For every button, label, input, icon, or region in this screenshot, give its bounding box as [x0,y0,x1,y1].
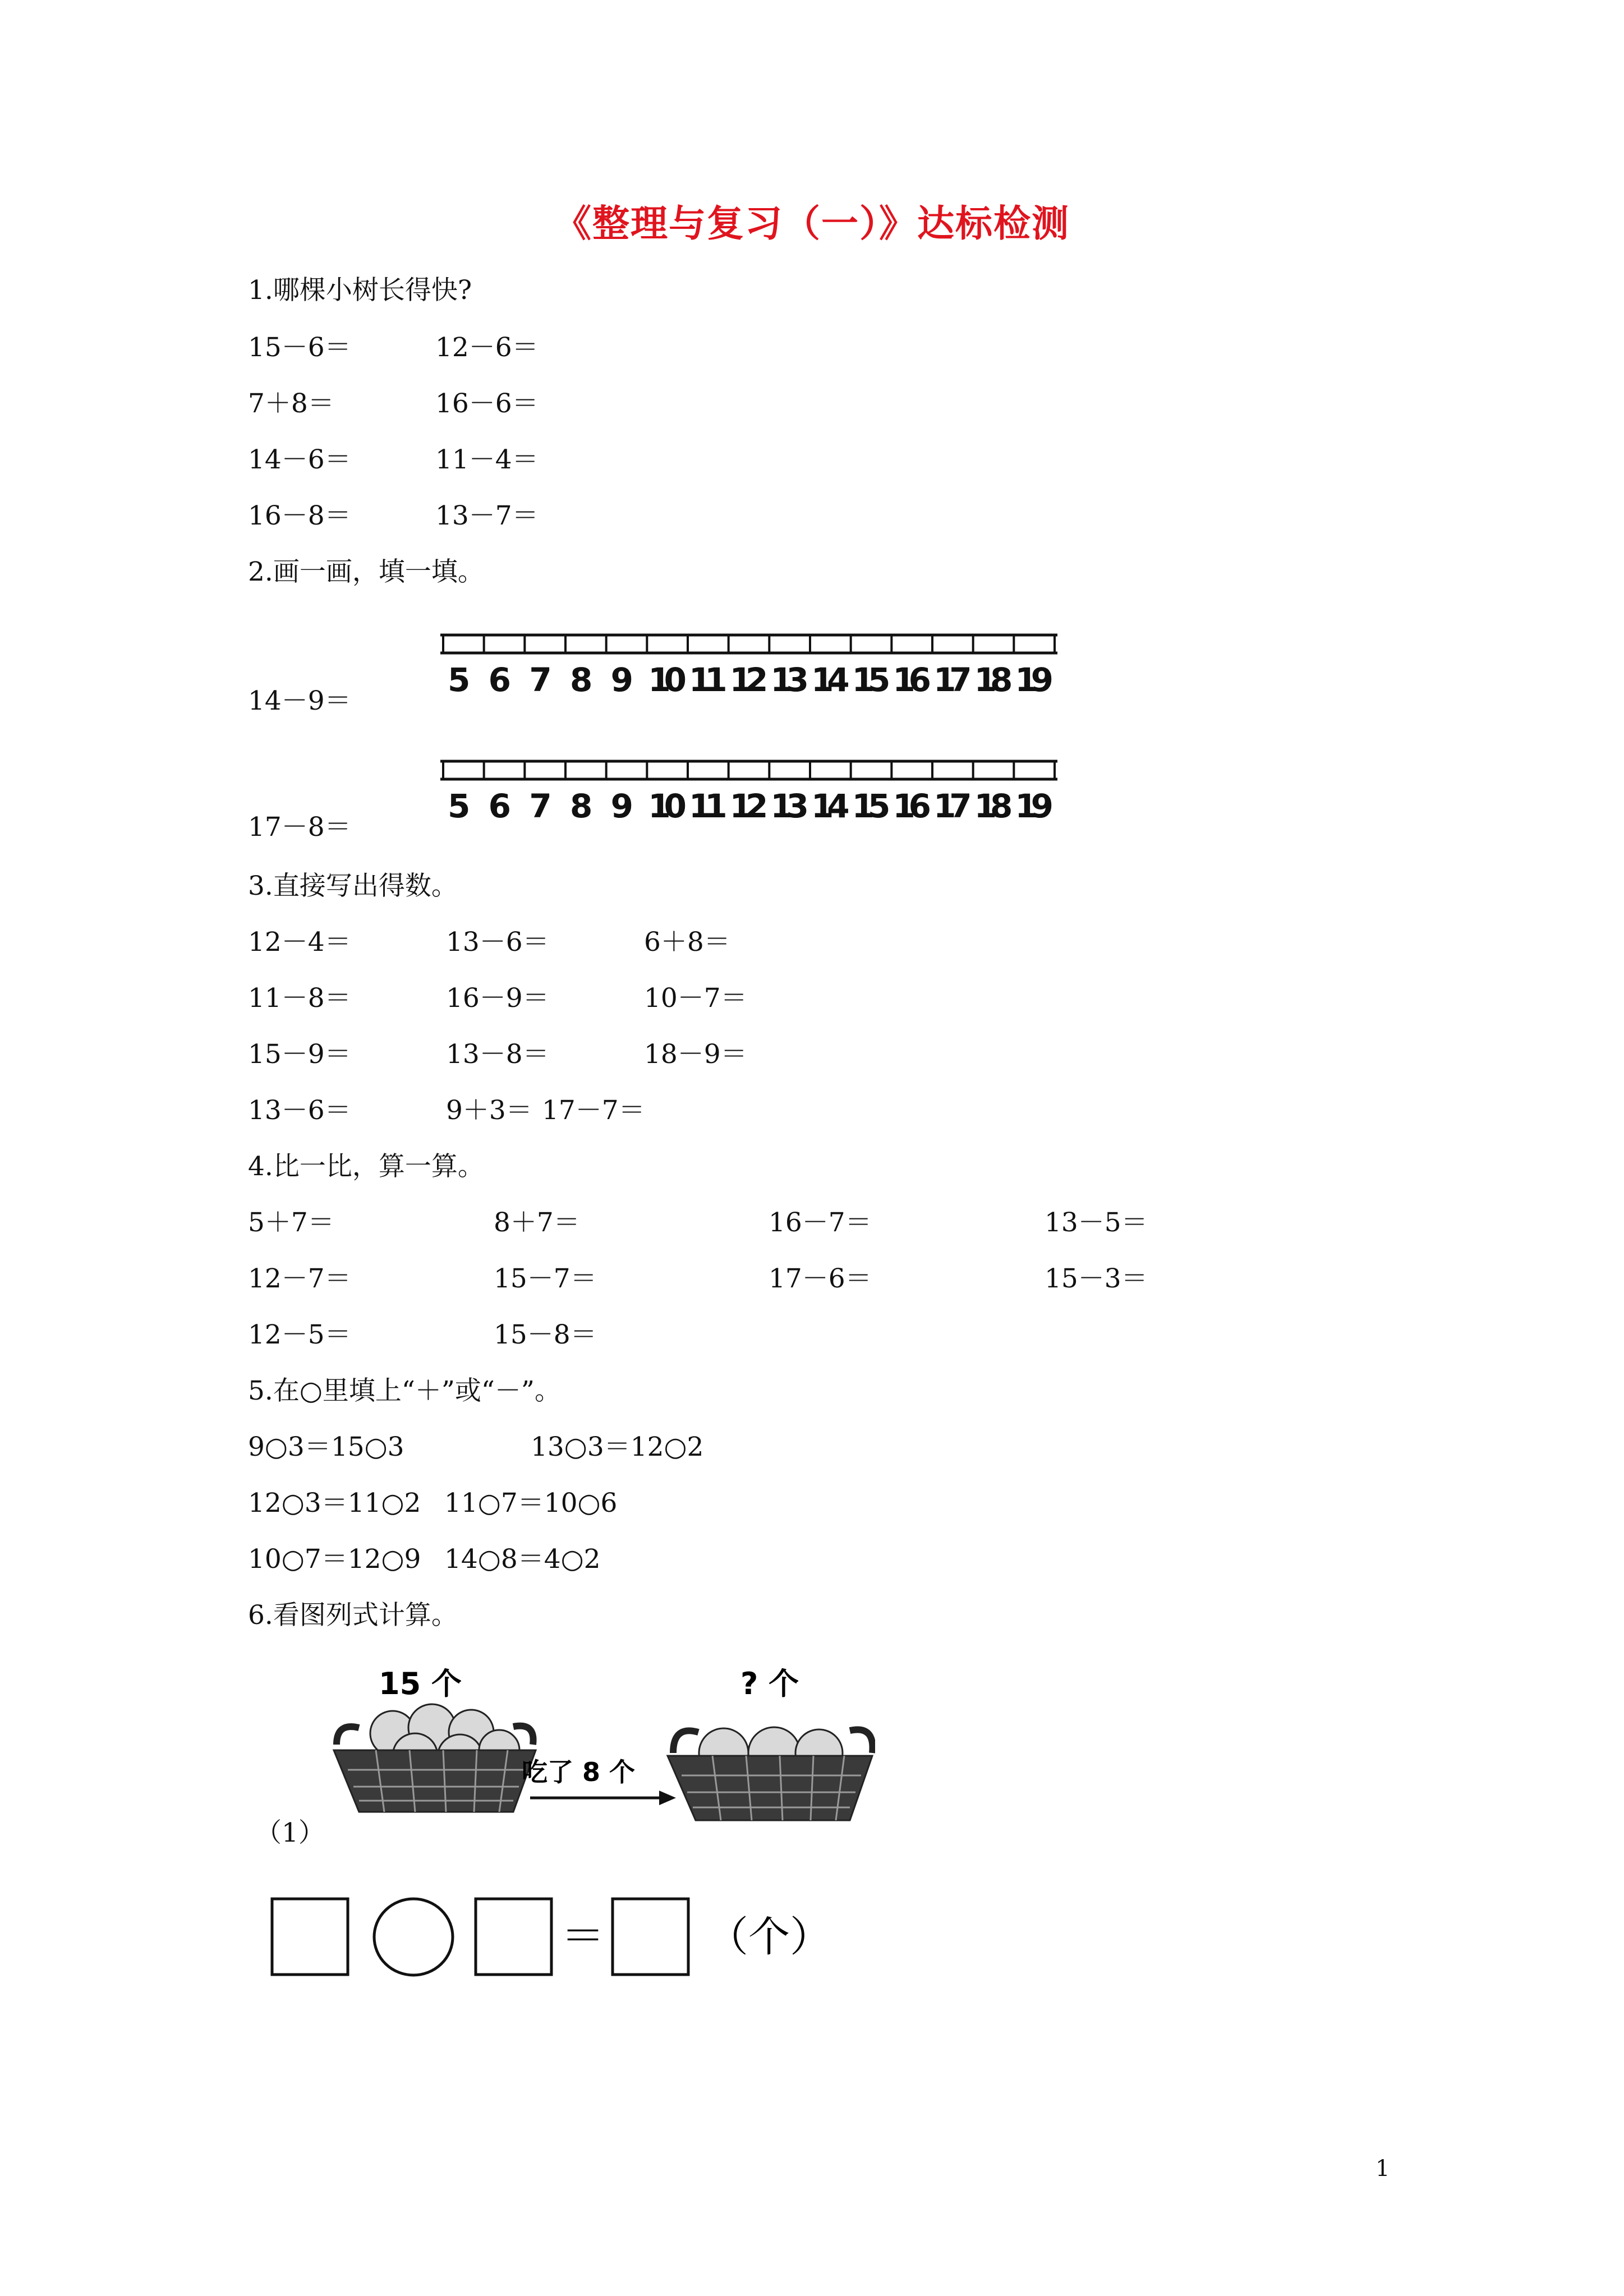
q5-expr: 9○3＝15○3 [248,1432,404,1462]
ruler-number-label: 13 [770,661,809,699]
q1-expr: 15－6＝ [248,332,351,363]
q3-expr: 13－6＝ [446,927,549,958]
right-basket-label: ? 个 [740,1666,799,1701]
ruler-number-label: 11 [689,787,728,825]
q5-expr: 14○8＝4○2 [444,1544,601,1575]
q3-expr: 9＋3＝ [446,1095,532,1126]
ruler-number-label: 5 [448,787,471,825]
q1-expr: 11－4＝ [435,444,539,475]
ruler-number-label: 14 [811,661,850,699]
ruler-number-label: 11 [689,661,728,699]
ruler-number-label: 18 [974,787,1013,825]
ruler-number-label: 19 [1015,787,1053,825]
q4-expr: 17－6＝ [769,1263,872,1294]
apple-baskets-illustration [314,1660,875,1862]
q4-expr: 12－7＝ [248,1263,351,1294]
q1-expr: 7＋8＝ [248,388,334,419]
left-basket-label: 15 个 [379,1666,462,1701]
right-basket-icon [668,1727,873,1820]
q1-expr: 13－7＝ [435,500,539,531]
ruler-number-label: 9 [610,661,634,699]
q5-expr: 12○3＝11○2 [248,1488,421,1519]
q3-expr: 16－9＝ [446,983,549,1014]
ruler-number-label: 8 [570,787,593,825]
ruler-number-label: 16 [892,787,931,825]
q5-expr: 13○3＝12○2 [531,1432,704,1462]
q1-heading: 1.哪棵小树长得快? [248,275,472,306]
ruler-number-label: 9 [610,787,634,825]
q5-heading: 5.在○里填上“＋”或“－”。 [248,1375,561,1406]
answer-box-2[interactable] [476,1899,551,1975]
ruler-number-label: 7 [529,661,552,699]
ruler-number-label: 14 [811,787,850,825]
q3-heading: 3.直接写出得数。 [248,871,458,901]
ruler-number-label: 17 [933,787,972,825]
number-line-1 [438,628,1060,707]
ruler-number-label: 12 [729,661,769,699]
page-number: 1 [1375,2156,1390,2182]
ruler-number-label: 6 [488,661,512,699]
q2-heading: 2.画一画，填一填。 [248,556,484,587]
equals-sign: ＝ [561,1911,605,1962]
q3-expr: 13－6＝ [248,1095,351,1126]
q3-expr: 12－4＝ [248,927,351,958]
ruler-number-label: 10 [648,787,687,825]
q3-expr: 10－7＝ [644,983,747,1014]
answer-box-3[interactable] [613,1899,688,1975]
ruler-number-label: 19 [1015,661,1053,699]
answer-template [269,1896,898,1980]
q5-expr: 11○7＝10○6 [444,1488,618,1519]
q3-expr: 11－8＝ [248,983,351,1014]
q3-expr: 18－9＝ [644,1039,747,1070]
q3-expr: 15－9＝ [248,1039,351,1070]
q4-expr: 13－5＝ [1045,1207,1148,1238]
ruler-number-label: 10 [648,661,687,699]
q4-expr: 12－5＝ [248,1319,351,1350]
q1-expr: 12－6＝ [435,332,539,363]
ruler-number-label: 8 [570,661,593,699]
q5-expr: 10○7＝12○9 [248,1544,421,1575]
q4-heading: 4.比一比，算一算。 [248,1151,484,1182]
arrow-head-icon [659,1791,676,1805]
q2-expr: 14－9＝ [248,685,351,716]
number-line-2 [438,754,1060,833]
q4-expr: 8＋7＝ [494,1207,580,1238]
q6-sub-label: （1） [255,1818,325,1848]
q4-expr: 5＋7＝ [248,1207,334,1238]
operator-circle[interactable] [374,1899,453,1975]
q3-expr: 6＋8＝ [644,927,730,958]
q1-expr: 16－6＝ [435,388,539,419]
ruler-number-label: 18 [974,661,1013,699]
answer-box-1[interactable] [272,1899,348,1975]
q1-expr: 16－8＝ [248,500,351,531]
ruler-number-label: 12 [729,787,769,825]
q2-expr: 17－8＝ [248,812,351,843]
ruler-number-label: 17 [933,661,972,699]
q4-expr: 15－7＝ [494,1263,597,1294]
unit-label: （个） [707,1913,831,1961]
q6-heading: 6.看图列式计算。 [248,1600,458,1631]
ruler-number-label: 16 [892,661,931,699]
q1-expr: 14－6＝ [248,444,351,475]
ruler-number-label: 5 [448,661,471,699]
q3-expr: 13－8＝ [446,1039,549,1070]
left-basket-icon [334,1704,536,1812]
q4-expr: 15－3＝ [1045,1263,1148,1294]
q4-expr: 15－8＝ [494,1319,597,1350]
ruler-number-label: 15 [852,661,891,699]
q3-expr: 17－7＝ [542,1095,645,1126]
ruler-number-label: 6 [488,787,512,825]
ruler-number-label: 13 [770,787,809,825]
arrow-label: 吃了 8 个 [522,1757,636,1787]
ruler-number-label: 15 [852,787,891,825]
ruler-number-label: 7 [529,787,552,825]
page-title: 《整理与复习（一）》达标检测 [554,202,1070,245]
q4-expr: 16－7＝ [769,1207,872,1238]
